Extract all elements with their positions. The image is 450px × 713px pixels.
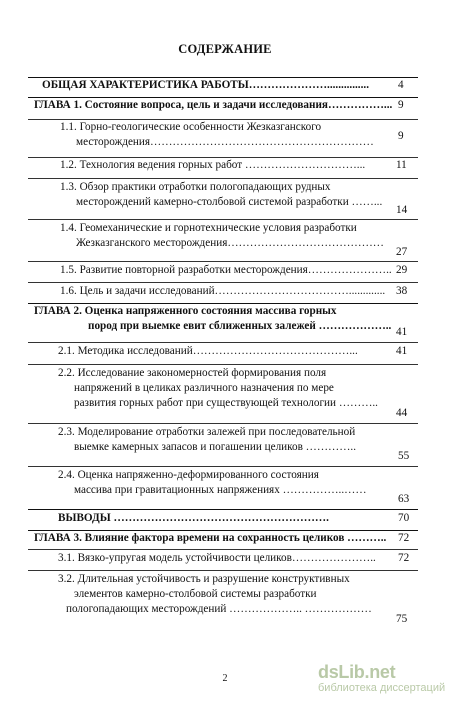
toc-entry-text: ГЛАВА 2. Оценка напряженного состояния массива горных bbox=[34, 305, 337, 317]
toc-entry-1-3 bbox=[60, 180, 382, 210]
toc-entry-text: элементов камерно-столбовой системы разработки bbox=[74, 588, 317, 600]
toc-entry-text: Жезказганского месторождения…………………………………… bbox=[76, 237, 384, 249]
toc-entry-text: 1.4. Геомеханические и горнотехнические условия разработки bbox=[60, 222, 357, 234]
toc-entry-text: напряжений в целиках различного назначения по мере bbox=[74, 382, 334, 394]
toc-page-number: 41 bbox=[396, 326, 408, 338]
toc-entry-text: 2.3. Моделирование отработки залежей при последовательной bbox=[58, 426, 356, 438]
toc-entry-text: ОБЩАЯ ХАРАКТЕРИСТИКА РАБОТЫ…………………............... bbox=[42, 79, 369, 91]
toc-entry-text: пологопадающих месторождений ……………….. ……………… bbox=[66, 603, 372, 615]
toc-entry-text: развития горных работ при существующей технологии ……….. bbox=[74, 397, 378, 409]
toc-page-number: 4 bbox=[398, 79, 404, 91]
toc-divider bbox=[28, 364, 418, 365]
toc-entry-2-1 bbox=[58, 344, 358, 359]
toc-page-number: 63 bbox=[398, 493, 410, 505]
toc-entry-3-2 bbox=[58, 572, 372, 617]
toc-divider bbox=[28, 570, 418, 571]
toc-entry-text: месторождений камерно-столбовой системой разработки ……... bbox=[76, 196, 383, 208]
toc-entry-1-5 bbox=[60, 263, 392, 278]
toc-page-number: 38 bbox=[396, 285, 408, 297]
toc-entry-text: 2.2. Исследование закономерностей формирования поля bbox=[58, 367, 327, 379]
toc-entry-text: выемке камерных запасов и погашении целиков ………….. bbox=[74, 441, 357, 453]
toc-entry-text: массива при гравитационных напряжениях ……………..…… bbox=[74, 484, 367, 496]
toc-entry-text: 1.6. Цель и задачи исследований………………………………............. bbox=[60, 285, 386, 297]
toc-entry-conclusions bbox=[58, 511, 329, 526]
toc-divider bbox=[28, 282, 418, 283]
toc-divider bbox=[28, 423, 418, 424]
toc-entry-text: 3.1. Вязко-упругая модель устойчивости целиков………………….. bbox=[58, 552, 376, 564]
toc-entry-text: 1.1. Горно-геологические особенности Жезказганского bbox=[60, 121, 322, 133]
toc-entry-general bbox=[42, 78, 369, 93]
toc-entry-1-2 bbox=[60, 158, 365, 173]
toc-entry-2-2 bbox=[58, 366, 378, 411]
toc-page-number: 70 bbox=[398, 512, 410, 524]
toc-title: СОДЕРЖАНИЕ bbox=[178, 42, 272, 56]
toc-entry-text: месторождения…………………………………………………… bbox=[76, 136, 374, 148]
page-number: 2 bbox=[222, 673, 228, 684]
toc-entry-2-3 bbox=[58, 425, 356, 455]
toc-entry-3-1 bbox=[58, 551, 376, 566]
toc-divider bbox=[28, 509, 418, 510]
toc-entry-1-6 bbox=[60, 284, 385, 299]
toc-page-number: 55 bbox=[398, 450, 410, 462]
watermark-tagline: библиотека диссертаций bbox=[318, 682, 446, 694]
toc-divider bbox=[28, 549, 418, 550]
toc-entry-chapter-2 bbox=[34, 304, 391, 334]
toc-page-number: 9 bbox=[398, 130, 404, 142]
toc-entry-text: 1.3. Обзор практики отработки пологопадающих рудных bbox=[60, 181, 331, 193]
watermark bbox=[318, 662, 448, 695]
toc-page-number: 44 bbox=[396, 407, 408, 419]
toc-divider bbox=[28, 466, 418, 467]
toc-page-number: 11 bbox=[396, 159, 407, 171]
toc-page-number: 9 bbox=[398, 99, 404, 111]
toc-entry-text: 2.1. Методика исследований……………………………………... bbox=[58, 345, 358, 357]
toc-page-number: 27 bbox=[396, 246, 408, 258]
toc-divider bbox=[28, 219, 418, 220]
toc-entry-text: ГЛАВА 3. Влияние фактора времени на сохранность целиков ……….. bbox=[34, 532, 387, 544]
toc-entry-chapter-1 bbox=[34, 98, 392, 113]
toc-entry-text: 1.2. Технология ведения горных работ …………………………... bbox=[60, 159, 366, 171]
toc-entry-1-1 bbox=[60, 120, 374, 150]
toc-entry-text: ГЛАВА 1. Состояние вопроса, цель и задачи исследования……………... bbox=[34, 99, 393, 111]
toc-page-number: 29 bbox=[396, 264, 408, 276]
toc-entry-text: 2.4. Оценка напряженно-деформированного состояния bbox=[58, 469, 319, 481]
toc-entry-text: 3.2. Длительная устойчивость и разрушение конструктивных bbox=[58, 573, 350, 585]
toc-divider bbox=[28, 261, 418, 262]
toc-entry-1-4 bbox=[60, 221, 384, 251]
toc-divider bbox=[28, 342, 418, 343]
toc-divider bbox=[28, 178, 418, 179]
toc-page-number: 14 bbox=[396, 204, 408, 216]
toc-page-number: 72 bbox=[398, 532, 410, 544]
toc-entry-2-4 bbox=[58, 468, 367, 498]
toc-entry-text: ВЫВОДЫ …………………………………………………. bbox=[58, 512, 329, 524]
toc-entry-text: 1.5. Развитие повторной разработки месторождения………………….. bbox=[60, 264, 392, 276]
toc-entry-chapter-3 bbox=[34, 531, 386, 546]
toc-page-number: 75 bbox=[396, 613, 408, 625]
watermark-logo: dsLib.net bbox=[318, 662, 396, 682]
toc-page-number: 72 bbox=[398, 552, 410, 564]
toc-page-number: 41 bbox=[396, 345, 408, 357]
toc-entry-text: пород при выемке евит сближенных залежей ……………….. bbox=[88, 320, 392, 332]
